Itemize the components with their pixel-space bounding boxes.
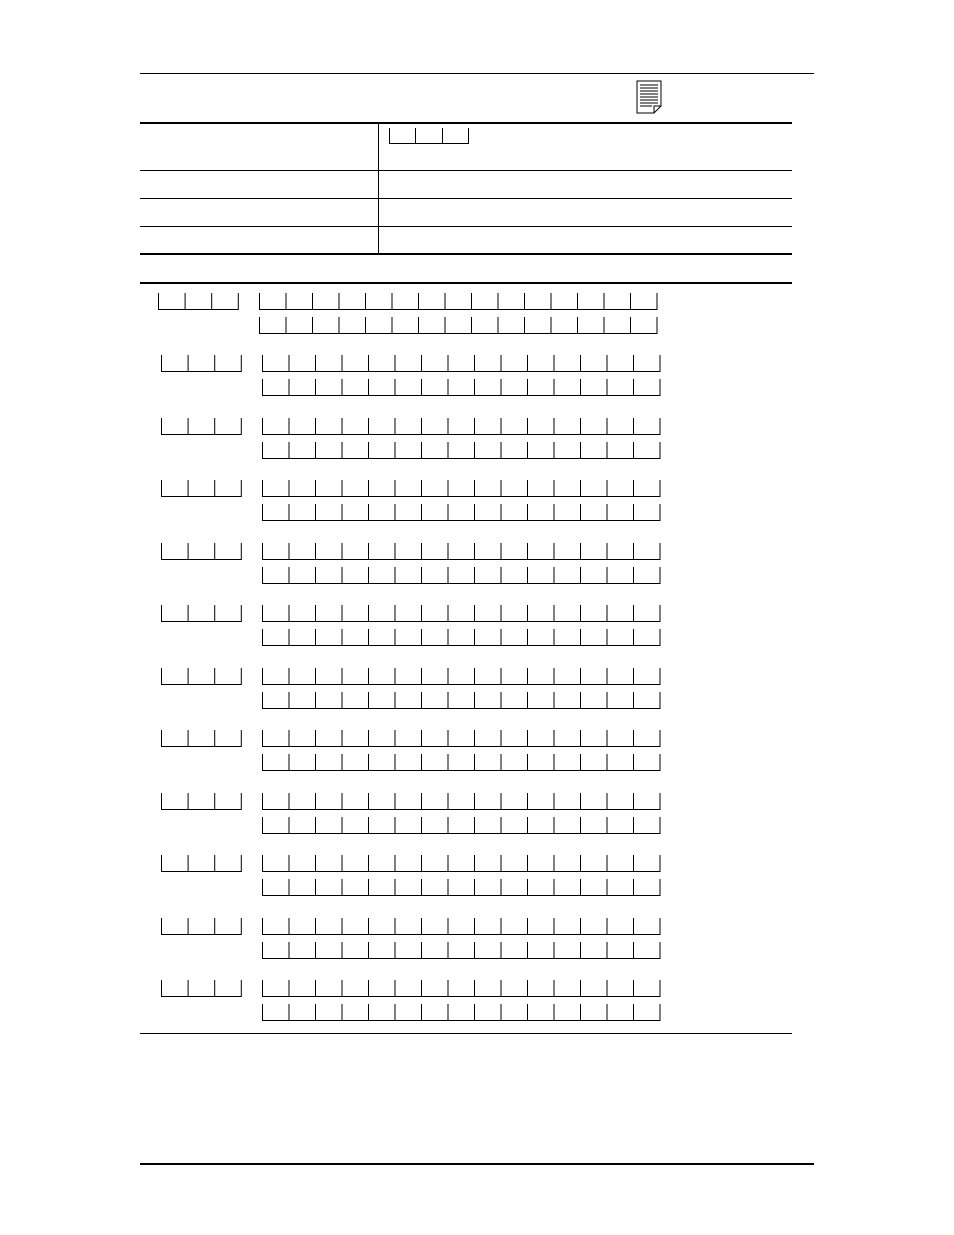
info-table-row-rule — [140, 198, 792, 199]
entry-value-field[interactable] — [262, 567, 661, 584]
entry-code-field[interactable] — [161, 605, 242, 622]
entry-value-field[interactable] — [262, 754, 661, 771]
entry-code-field[interactable] — [161, 480, 242, 497]
info-table-column-divider — [378, 124, 379, 254]
entry-value-field[interactable] — [262, 668, 661, 685]
info-table-row-rule — [140, 170, 792, 171]
entry-value-field[interactable] — [262, 629, 661, 646]
footer-rule — [140, 1163, 814, 1165]
info-table-bottom-rule — [140, 253, 792, 255]
entry-code-field[interactable] — [161, 855, 242, 872]
entry-value-field[interactable] — [262, 879, 661, 896]
entry-value-field[interactable] — [262, 817, 661, 834]
entry-value-field[interactable] — [262, 1004, 661, 1021]
entry-code-field[interactable] — [161, 543, 242, 560]
entry-grid-bottom-rule — [140, 1033, 792, 1034]
entry-value-field[interactable] — [262, 418, 661, 435]
entry-value-field[interactable] — [262, 442, 661, 459]
entry-value-field[interactable] — [262, 793, 661, 810]
entry-value-field[interactable] — [262, 918, 661, 935]
entry-value-field[interactable] — [262, 942, 661, 959]
entry-code-field[interactable] — [158, 293, 239, 310]
entry-value-field[interactable] — [262, 692, 661, 709]
entry-code-field[interactable] — [161, 793, 242, 810]
entry-value-field[interactable] — [262, 379, 661, 396]
entry-code-field[interactable] — [161, 418, 242, 435]
entry-value-field[interactable] — [259, 317, 658, 334]
entry-code-field[interactable] — [161, 355, 242, 372]
info-table-code-field[interactable] — [389, 128, 469, 144]
info-table-row-rule — [140, 226, 792, 227]
entry-value-field[interactable] — [262, 730, 661, 747]
entry-code-field[interactable] — [161, 730, 242, 747]
entry-grid-top-rule — [140, 282, 792, 284]
entry-value-field[interactable] — [262, 980, 661, 997]
info-table-top-rule — [140, 122, 792, 124]
entry-value-field[interactable] — [262, 855, 661, 872]
entry-value-field[interactable] — [262, 355, 661, 372]
entry-code-field[interactable] — [161, 918, 242, 935]
entry-value-field[interactable] — [259, 293, 658, 310]
entry-value-field[interactable] — [262, 480, 661, 497]
entry-value-field[interactable] — [262, 543, 661, 560]
entry-value-field[interactable] — [262, 504, 661, 521]
header-rule — [140, 73, 814, 74]
entry-code-field[interactable] — [161, 668, 242, 685]
entry-value-field[interactable] — [262, 605, 661, 622]
document-lines-icon — [636, 80, 662, 114]
entry-code-field[interactable] — [161, 980, 242, 997]
